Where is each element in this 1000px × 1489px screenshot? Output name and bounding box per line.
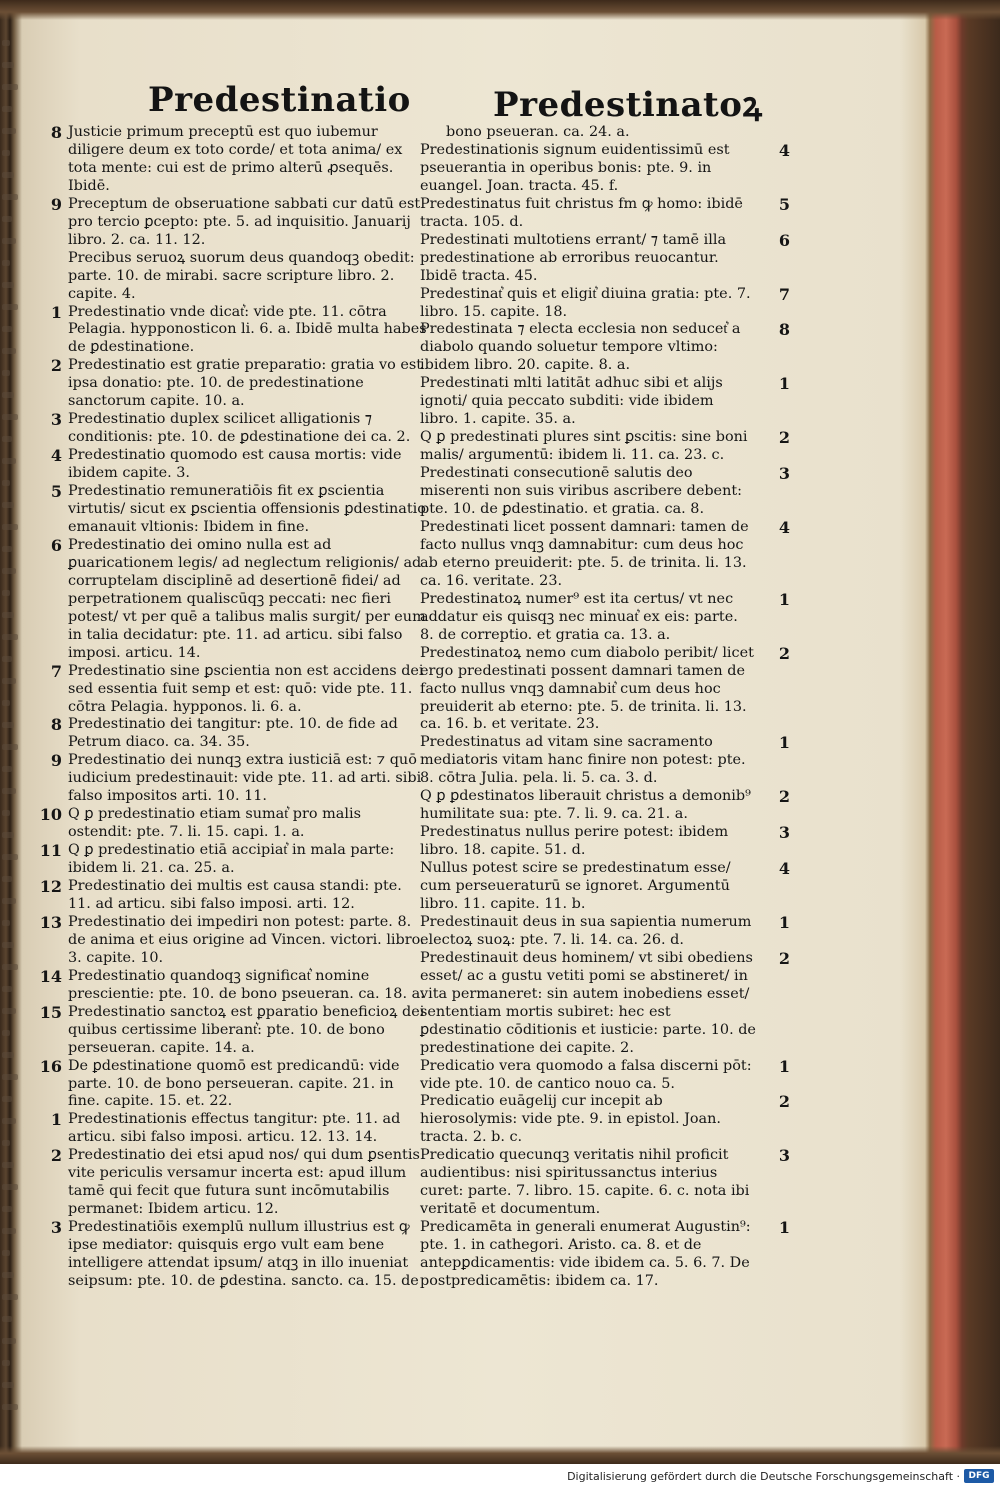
index-entry	[420, 1058, 790, 1094]
index-entry	[38, 716, 428, 752]
entry-number: 8	[778, 320, 790, 340]
edge-mark	[2, 832, 14, 838]
entry-number: 5	[778, 194, 790, 214]
edge-mark	[2, 1008, 16, 1014]
index-entry	[38, 411, 428, 447]
entry-text: Predestinatio quandoqꝫ significat͛ nomine prescientie: pte. 10. de bono pseueran. ca. 18. a.	[68, 967, 425, 1002]
entry-number: 11	[39, 841, 62, 861]
edge-mark	[2, 1404, 18, 1410]
edge-mark	[2, 414, 18, 420]
index-entry	[420, 286, 790, 322]
footer-bar	[0, 1464, 1000, 1489]
entry-text: Predestinatoꝝ numer⁹ est ita certus/ vt nec addatur eis quisqꝫ nec minuat͛ ex eis: parte. 8. de correptio. et gratia ca. 13. a.	[420, 590, 738, 643]
edge-mark	[2, 986, 12, 992]
entry-text: Predestinatio dei multis est causa standi: pte. 11. ad articu. sibi falso imposi. arti. 12.	[68, 878, 402, 912]
index-entry	[420, 788, 790, 824]
edge-mark	[2, 1118, 16, 1124]
edge-mark	[2, 1140, 10, 1146]
entry-text: Predestinationis effectus tangitur: pte. 11. ad articu. sibi falso imposi. articu. 12. 13. 14.	[68, 1111, 401, 1146]
edge-mark	[2, 524, 18, 530]
entry-number: 3	[50, 410, 62, 430]
entry-number: 1	[778, 1056, 790, 1076]
index-entry	[38, 1111, 428, 1147]
edge-mark	[2, 1360, 10, 1366]
index-entry	[38, 663, 428, 717]
right-column	[420, 124, 790, 1291]
edge-mark	[2, 84, 18, 90]
entry-number: 8	[50, 123, 62, 142]
edge-mark	[2, 634, 18, 640]
page-header-left: Predestinatio	[148, 80, 411, 120]
entry-text: Predestinati mlti latitāt adhuc sibi et alijs ignoti/ quia peccato subditi: vide ibidem libro. 1. capite. 35. a.	[420, 375, 723, 428]
entry-text: Predicatio vera quomodo a falsa discerni pōt: vide pte. 10. de cantico nouo ca. 5.	[420, 1057, 752, 1092]
edge-mark	[2, 194, 18, 200]
entry-text: Predestinati multotiens errant/ ⁊ tamē illa predestinatione ab erroribus reuocantur. Ibidē tracta. 45.	[420, 231, 727, 284]
entry-text: Predestinati consecutionē salutis deo miserenti non suis viribus ascribere debent: pte. 10. de ꝑdestinatio. et gratia. ca. 8.	[420, 465, 742, 518]
entry-text: Predestinatiōis exemplū nullum illustrius est ꝙ ipse mediator: quisquis ergo vult eam bene intelligere attendat ipsum/ atqꝫ in illo inueniat seipsum: pte. 10. de ꝑdestina. sancto. ca. 15. de	[68, 1219, 419, 1289]
index-entry	[420, 734, 790, 788]
index-entry	[420, 1093, 790, 1147]
continuation-text: bono pseueran. ca. 24. a.	[446, 124, 630, 140]
index-entry	[38, 842, 428, 878]
index-entry	[420, 645, 790, 735]
entry-number: 1	[778, 374, 790, 394]
entry-number: 2	[50, 1146, 62, 1166]
index-entry	[38, 537, 428, 663]
entry-number: 2	[778, 643, 790, 663]
index-entry	[420, 1147, 790, 1219]
edge-mark	[2, 1316, 12, 1322]
edge-mark	[2, 502, 14, 508]
edge-mark	[2, 1184, 18, 1190]
index-entry	[38, 357, 428, 411]
entry-text: Q ꝑ predestinatio etiam sumat͛ pro malis ostendit: pte. 7. li. 15. capi. 1. a.	[68, 806, 361, 841]
edge-mark	[2, 612, 14, 618]
entry-number: 2	[778, 948, 790, 968]
edge-mark	[2, 920, 10, 926]
index-entry	[420, 950, 790, 1058]
dfg-logo-icon: DFG	[964, 1469, 994, 1483]
index-entry	[420, 375, 790, 429]
edge-mark	[2, 876, 12, 882]
entry-number: 5	[50, 482, 62, 502]
edge-mark	[2, 392, 14, 398]
entry-number: 1	[778, 589, 790, 609]
edge-mark	[2, 788, 16, 794]
entry-number: 4	[50, 446, 62, 466]
index-entry	[420, 591, 790, 645]
index-entry	[420, 824, 790, 860]
index-entry	[420, 914, 790, 950]
entry-number: 1	[778, 912, 790, 932]
edge-mark	[2, 1206, 12, 1212]
entry-text: Q ꝑ ꝑdestinatos liberauit christus a demonib⁹ humilitate sua: pte. 7. li. 9. ca. 21. a.	[420, 788, 751, 823]
index-entry	[38, 914, 428, 968]
edge-mark	[2, 1096, 12, 1102]
entry-number: 9	[50, 751, 62, 771]
entry-text: Predestinat͛ quis et eligit͛ diuina gratia: pte. 7. libro. 15. capite. 18.	[420, 285, 751, 320]
index-entry	[420, 1219, 790, 1291]
edge-mark	[2, 744, 18, 750]
entry-text: Predestinauit deus hominem/ vt sibi obediens esset/ ac a gustu vetiti pomi se abstineret/ in vita permaneret: sin autem inobediens esset/ sententiam mortis subiret: hec est ꝑdestinatio cōditionis et iusticie: parte. 10. de predestinatione dei capite. 2.	[420, 949, 756, 1056]
entry-number: 4	[778, 140, 790, 160]
page-header-right: Predestinatoꝝ	[493, 85, 763, 125]
edge-mark	[2, 238, 16, 244]
index-entry	[38, 752, 428, 806]
edge-mark	[2, 172, 14, 178]
entry-text: Predestinata ⁊ electa ecclesia non seducet͛ a diabolo quando soluetur tempore vltimo: ibidem libro. 20. capite. 8. a.	[420, 321, 741, 374]
entry-text: Predestinatoꝝ nemo cum diabolo peribit/ licet ergo predestinati possent damnari tamen de facto nullus vnqꝫ damnabit͛ cum deus hoc preuiderit ab eterno: pte. 5. de trinita. li. 13. ca. 16. b. et veritate. 23.	[420, 644, 754, 733]
index-entry	[38, 806, 428, 842]
edge-mark	[2, 436, 12, 442]
edge-mark	[2, 810, 10, 816]
entry-text: Predestinatio est gratie preparatio: gratia vo est ipsa donatio: pte. 10. de predestinatione sanctorum capite. 10. a.	[68, 357, 423, 410]
entry-number: 4	[778, 859, 790, 879]
edge-mark	[2, 282, 14, 288]
edge-mark	[2, 1382, 14, 1388]
index-entry	[38, 124, 428, 196]
entry-text: Nullus potest scire se predestinatum esse/ cum perseueraturū se ignoret. Argumentū libro. 11. capite. 11. b.	[420, 860, 731, 912]
entry-text: Predestinatus nullus perire potest: ibidem libro. 18. capite. 51. d.	[420, 824, 729, 859]
edge-mark	[2, 546, 12, 552]
edge-mark	[2, 942, 14, 948]
entry-number: 1	[778, 1218, 790, 1238]
entry-number: 6	[778, 230, 790, 250]
edge-mark	[2, 106, 12, 112]
continuation-line	[420, 124, 790, 142]
entry-number: 3	[778, 1146, 790, 1166]
entry-text: Predestinatio vnde dicat͛: vide pte. 11. cōtra Pelagia. hypponosticon li. 6. a. Ibidē multa habes de ꝑdestinatione.	[68, 303, 427, 356]
entry-number: 2	[50, 356, 62, 376]
entry-number: 16	[39, 1056, 62, 1076]
edge-mark	[2, 216, 12, 222]
edge-mark	[2, 722, 14, 728]
edge-mark	[2, 370, 10, 376]
footer-credit: Digitalisierung gefördert durch die Deutsche Forschungsgemeinschaft ·	[567, 1470, 960, 1483]
edge-mark	[2, 348, 16, 354]
edge-mark	[2, 766, 12, 772]
entry-text: Predestinati licet possent damnari: tamen de facto nullus vnqꝫ damnabitur: cum deus hoc ab eterno preuiderit: pte. 5. de trinita. li. 13. ca. 16. veritate. 23.	[420, 518, 749, 589]
entry-text: Predicatio euāgelij cur incepit ab hierosolymis: vide pte. 9. in epistol. Joan. tracta. 2. b. c.	[420, 1093, 721, 1146]
edge-mark	[2, 458, 16, 464]
index-entry	[420, 519, 790, 591]
edge-mark	[2, 1250, 10, 1256]
entry-text: Precibus seruoꝝ suorum deus quandoqꝫ obedit: parte. 10. de mirabi. sacre scripture libro. 2. capite. 4.	[68, 249, 415, 302]
entry-text: Predestinatio sine ꝑscientia non est accidens dei sed essentia fuit semp et est: quō: vide pte. 11. cōtra Pelagia. hypponos. li. 6. a.	[68, 662, 424, 715]
index-entry	[38, 483, 428, 537]
edge-mark	[2, 1074, 18, 1080]
entry-text: Predestinationis signum euidentissimū est pseuerantia in operibus bonis: pte. 9. in euangel. Joan. tracta. 45. f.	[420, 141, 730, 194]
index-entry	[38, 1219, 428, 1291]
edge-mark	[2, 326, 12, 332]
index-entry	[38, 447, 428, 483]
entry-number: 7	[50, 661, 62, 681]
entry-number: 3	[778, 464, 790, 484]
index-entry	[38, 878, 428, 914]
edge-mark	[2, 1294, 18, 1300]
index-entry	[38, 1147, 428, 1219]
edge-mark	[2, 700, 10, 706]
edge-mark	[2, 150, 10, 156]
entry-number: 1	[778, 733, 790, 753]
edge-mark	[2, 1162, 14, 1168]
entry-text: Predicatio quecunqꝫ veritatis nihil proficit audientibus: nisi spiritussanctus interius curet: parte. 7. libro. 15. capite. 6. c. nota ibi veritatē et documentum.	[420, 1147, 750, 1218]
entry-text: Q ꝑ predestinatio etiā accipiat͛ in mala parte: ibidem li. 21. ca. 25. a.	[68, 842, 395, 877]
entry-text: Predestinatio dei etsi apud nos/ qui dum ꝑsentis vite periculis versamur incerta est: apud illum tamē qui fecit que futura sunt incōmutabilis permanet: Ibidem articu. 12.	[68, 1147, 420, 1218]
index-entry	[38, 1058, 428, 1112]
edge-mark	[2, 964, 18, 970]
index-entry	[420, 429, 790, 465]
left-column	[38, 124, 428, 1291]
entry-text: Predestinatio quomodo est causa mortis: vide ibidem capite. 3.	[68, 447, 402, 482]
entry-number: 2	[778, 787, 790, 807]
entry-text: Predestinauit deus in sua sapientia numerum electoꝝ suoꝝ: pte. 7. li. 14. ca. 26. d.	[420, 913, 752, 948]
edge-mark	[2, 898, 16, 904]
edge-mark	[2, 62, 14, 68]
entry-text: Predestinatio sanctoꝝ est ꝑparatio beneficioꝝ dei quibus certissime liberant͛: pte. 10. de bono perseueran. capite. 14. a.	[68, 1003, 425, 1056]
entry-text: Predestinatio remuneratiōis fit ex ꝑscientia virtutis/ sicut ex ꝑscientia offensionis ꝑdestinatio emanauit vltionis: Ibidem in fine.	[68, 483, 426, 535]
entry-number: 8	[50, 715, 62, 735]
entry-text: De ꝑdestinatione quomō est predicandū: vide parte. 10. de bono perseueran. capite. 21. in fine. capite. 15. et. 22.	[68, 1057, 400, 1110]
edge-mark	[2, 1228, 16, 1234]
edge-mark	[2, 590, 10, 596]
entry-number: 4	[778, 517, 790, 537]
entry-number: 6	[50, 535, 62, 555]
edge-mark	[2, 678, 16, 684]
index-entry	[38, 968, 428, 1004]
index-entry	[38, 304, 428, 358]
edge-mark	[2, 480, 10, 486]
entry-number: 13	[39, 912, 62, 932]
index-entry	[420, 321, 790, 375]
entry-number: 2	[778, 428, 790, 448]
edge-mark	[2, 1272, 14, 1278]
entry-text: Predestinatio dei nunqꝫ extra iusticiā est: ⁊ quō iudicium predestinauit: vide pte. 11. ad arti. sibi falso impositos arti. 10. 11.	[68, 752, 422, 805]
index-entry	[420, 860, 790, 914]
edge-mark	[2, 656, 12, 662]
edge-mark	[2, 568, 16, 574]
edge-mark	[2, 1338, 16, 1344]
entry-number: 9	[50, 194, 62, 214]
edge-mark	[2, 1052, 14, 1058]
entry-number: 15	[39, 1002, 62, 1022]
index-entry	[38, 196, 428, 250]
index-entry	[38, 250, 428, 304]
entry-text: Preceptum de obseruatione sabbati cur datū est pro tercio ꝑcepto: pte. 5. ad inquisitio. Januarij libro. 2. ca. 11. 12.	[68, 195, 421, 248]
entry-number: 14	[39, 966, 62, 986]
entry-text: Predestinatio dei impediri non potest: parte. 8. de anima et eius origine ad Vincen. victori. libro. 3. capite. 10.	[68, 913, 425, 966]
index-entry	[420, 465, 790, 519]
entry-number: 12	[39, 877, 62, 897]
edge-mark	[2, 260, 10, 266]
entry-number: 1	[50, 302, 62, 322]
edge-mark	[2, 1030, 10, 1036]
edge-mark	[2, 128, 16, 134]
entry-number: 3	[50, 1218, 62, 1238]
entry-text: Predestinatio dei omino nulla est ad ꝑuaricationem legis/ ad neglectum religionis/ ad corruptelam disciplinē ad desertionē fidei/ ad perpetrationem qualiscūqꝫ peccati: nec fieri potest/ vt per quē a talibus malis surgit/ per eum in talia decidatur: pte. 11. ad articu. sibi falso imposi. articu. 14.	[68, 536, 426, 661]
edge-mark	[2, 854, 18, 860]
index-entry	[420, 232, 790, 286]
index-entry	[420, 142, 790, 196]
entry-text: Predestinatus ad vitam sine sacramento mediatoris vitam hanc finire non potest: pte. 8. cōtra Julia. pela. li. 5. ca. 3. d.	[420, 734, 746, 787]
index-entry	[420, 196, 790, 232]
entry-text: Justicie primum preceptū est quo iubemur diligere deum ex toto corde/ et tota anima/ ex tota mente: cui est de primo alterū ꝓsequēs. Ibidē.	[68, 124, 403, 194]
entry-text: Q ꝑ predestinati plures sint ꝑscitis: sine boni malis/ argumentū: ibidem li. 11. ca. 23. c.	[420, 429, 748, 464]
entry-number: 3	[778, 823, 790, 843]
entry-number: 10	[39, 805, 62, 825]
edge-mark	[2, 40, 10, 46]
index-entry	[38, 1004, 428, 1058]
edge-mark	[2, 304, 18, 310]
entry-number: 7	[778, 284, 790, 304]
entry-text: Predestinatio duplex scilicet alligationis ⁊ conditionis: pte. 10. de ꝑdestinatione dei ca. 2.	[68, 411, 411, 446]
entry-text: Predicamēta in generali enumerat Augustin⁹: pte. 1. in cathegori. Aristo. ca. 8. et de antepꝑdicamentis: vide ibidem ca. 5. 6. 7. De postpredicamētis: ibidem ca. 17.	[420, 1219, 751, 1289]
entry-text: Predestinatus fuit christus fm ꝙ homo: ibidē tracta. 105. d.	[420, 195, 743, 230]
entry-text: Predestinatio dei tangitur: pte. 10. de fide ad Petrum diaco. ca. 34. 35.	[68, 716, 398, 751]
entry-number: 1	[50, 1110, 62, 1130]
facing-page-edge	[2, 40, 22, 1420]
entry-number: 2	[778, 1092, 790, 1112]
